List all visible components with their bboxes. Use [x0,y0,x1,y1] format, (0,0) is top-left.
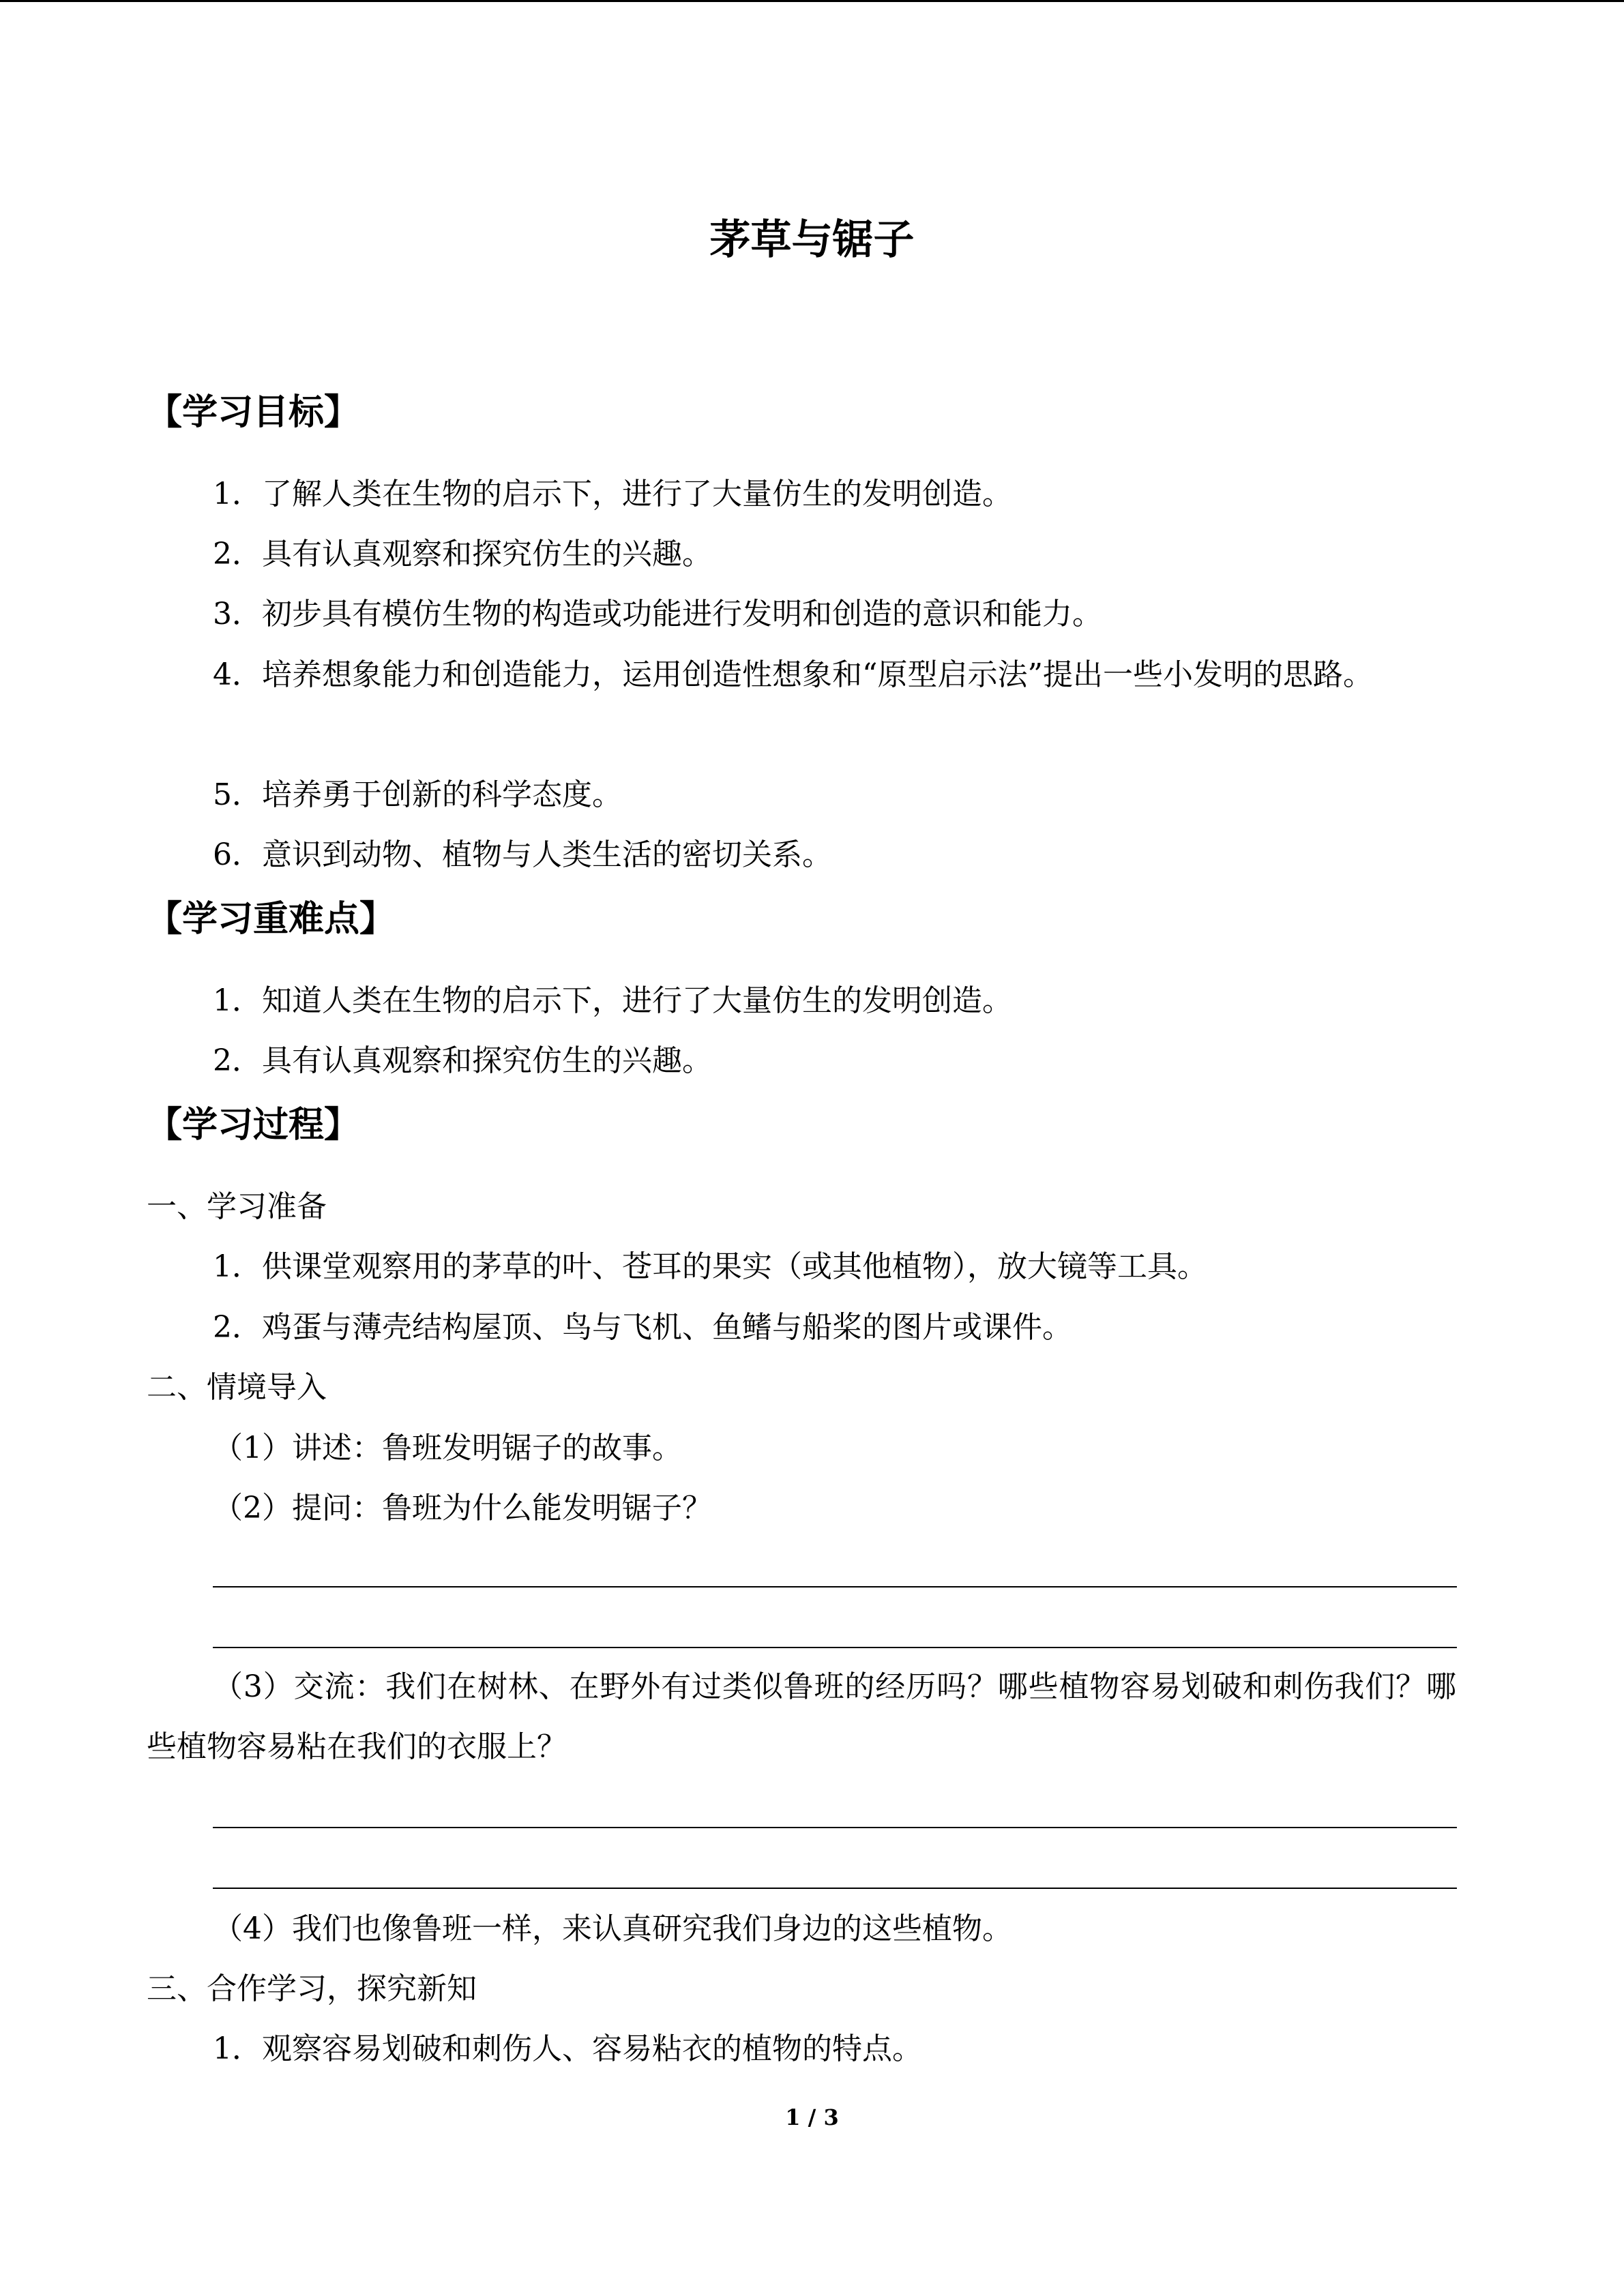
process-heading: 【学习过程】 [147,1105,360,1146]
objective-item-1: 1．了解人类在生物的启示下，进行了大量仿生的发明创造。 [213,477,1012,511]
objective-item-4: 4．培养想象能力和创造能力，运用创造性想象和“原型启示法”提出一些小发明的思路。 [213,657,1373,692]
objective-item-2: 2．具有认真观察和探究仿生的兴趣。 [213,537,712,571]
scenario-item-4: （4）我们也像鲁班一样，来认真研究我们身边的这些植物。 [213,1911,1012,1946]
objective-item-3: 3．初步具有模仿生物的构造或功能进行发明和创造的意识和能力。 [213,597,1102,631]
section-scenario-title: 二、情境导入 [147,1370,327,1405]
key-point-item-1: 1．知道人类在生物的启示下，进行了大量仿生的发明创造。 [213,983,1012,1018]
preparation-item-1: 1．供课堂观察用的茅草的叶、苍耳的果实（或其他植物），放大镜等工具。 [213,1249,1207,1284]
answer-line-1 [213,1586,1457,1587]
scenario-item-2: （2）提问：鲁班为什么能发明锯子？ [213,1491,712,1525]
key-points-heading: 【学习重难点】 [147,899,396,940]
key-point-item-2: 2．具有认真观察和探究仿生的兴趣。 [213,1043,712,1078]
objective-item-5: 5．培养勇于创新的科学态度。 [213,777,622,812]
preparation-item-2: 2．鸡蛋与薄壳结构屋顶、鸟与飞机、鱼鳍与船桨的图片或课件。 [213,1310,1072,1345]
section-cooperative-title: 三、合作学习，探究新知 [147,1971,477,2006]
scenario-item-1: （1）讲述：鲁班发明锯子的故事。 [213,1431,682,1465]
objective-item-6: 6．意识到动物、植物与人类生活的密切关系。 [213,837,832,872]
page-number: 1 / 3 [785,2104,839,2130]
section-preparation-title: 一、学习准备 [147,1189,327,1224]
objectives-heading: 【学习目标】 [147,392,360,433]
scenario-item-3: （3）交流：我们在树林、在野外有过类似鲁班的经历吗？哪些植物容易划破和刺伤我们？哪些植物容易粘在我们的衣服上？ [147,1669,1456,1764]
top-border-rule [0,0,1624,2]
cooperative-item-1: 1．观察容易划破和刺伤人、容易粘衣的植物的特点。 [213,2031,922,2066]
answer-line-3 [213,1827,1457,1828]
page-title: 茅草与锯子 [709,216,915,264]
answer-line-2 [213,1647,1457,1648]
answer-line-4 [213,1888,1457,1889]
